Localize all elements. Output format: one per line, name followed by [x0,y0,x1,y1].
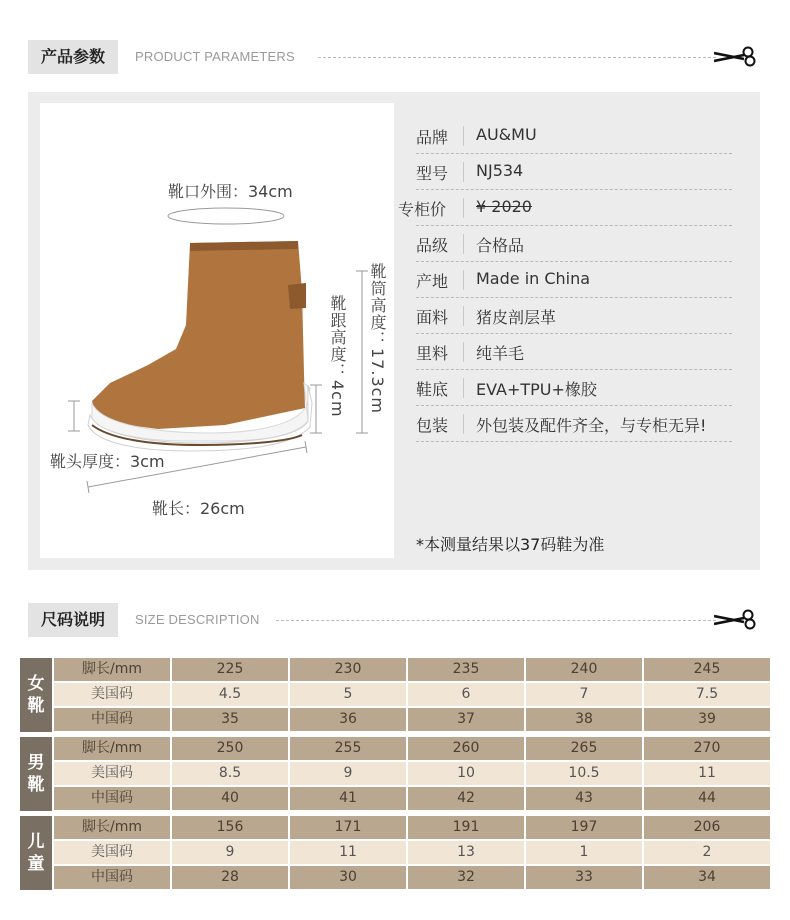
table-cell: 270 [693,740,721,756]
table-cell: 43 [526,787,644,810]
table-row [54,841,770,864]
table-cell: 11 [698,765,716,781]
row-label: 中国码 [54,708,172,731]
spec-value: EVA+TPU+橡胶 [476,380,597,399]
spec-key: 品级 [416,236,449,255]
table-cell: 10.5 [526,762,644,785]
table-cell: 6 [408,683,526,706]
spec-row-brand [416,118,732,154]
spec-separator [463,306,464,326]
spec-row-model [416,154,732,190]
group-label [20,658,52,732]
spec-row-price [398,190,732,226]
toe-thickness-label: 靴头厚度：3cm [50,452,165,471]
group-label-bottom: 靴 [27,696,45,716]
spec-value: AU&MU [476,125,537,144]
spec-value: Made in China [476,269,591,288]
heel-height-label: 靴跟高度：4cm [328,295,347,418]
table-cell: 35 [172,708,290,731]
table-cell: 37 [408,708,526,731]
row-label: 中国码 [54,787,172,810]
table-row [54,658,770,681]
group-label-bottom: 童 [27,854,45,874]
params-subtitle: PRODUCT PARAMETERS [135,49,295,64]
size-section-header [28,603,768,637]
table-row [54,816,770,839]
spec-value: 外包装及配件齐全，与专柜无异! [476,416,707,435]
table-cell: 33 [526,866,644,889]
spec-key: 产地 [416,272,449,291]
spec-value: 合格品 [476,236,525,255]
table-cell: 206 [693,819,721,835]
table-cell: 7 [526,683,644,706]
table-cell: 2 [702,844,712,860]
table-cell: 8.5 [172,762,290,785]
table-cell: 191 [408,816,526,839]
table-cell: 250 [172,737,290,760]
table-cell: 44 [698,790,716,806]
table-cell: 240 [526,658,644,681]
length-label: 靴长：26cm [152,499,245,518]
table-cell: 245 [693,661,721,677]
group-label [20,816,52,890]
spec-value: 猪皮剖层革 [476,308,557,327]
table-cell: 255 [290,737,408,760]
size-group-kids [20,816,770,890]
group-label-bottom: 靴 [27,775,45,795]
table-row [54,708,770,731]
spec-separator [463,198,464,218]
group-label-top: 儿 [27,832,45,852]
table-row [54,787,770,810]
group-label-top: 女 [27,674,45,694]
spec-row-grade [416,226,732,262]
group-label [20,737,52,811]
spec-key: 鞋底 [416,380,449,399]
table-cell: 28 [172,866,290,889]
table-row [54,737,770,760]
scissors-icon [714,609,760,631]
spec-key: 里料 [416,344,449,363]
table-cell: 36 [290,708,408,731]
params-title: 产品参数 [28,40,118,74]
spec-row-upper [416,298,732,334]
table-cell: 32 [408,866,526,889]
spec-value-price: ¥ 2020 [476,197,532,216]
table-row [54,683,770,706]
table-cell: 5 [290,683,408,706]
table-cell: 4.5 [172,683,290,706]
table-row [54,762,770,785]
params-panel [28,92,760,570]
spec-row-lining [416,334,732,370]
table-cell: 39 [698,711,716,727]
table-cell: 34 [698,869,716,885]
shaft-height-label: 靴筒高度：17.3cm [368,263,387,415]
row-label: 中国码 [54,866,172,889]
table-cell: 235 [408,658,526,681]
spec-key: 专柜价 [398,200,447,219]
spec-row-packaging [416,406,732,442]
table-cell: 9 [172,841,290,864]
spec-list [398,118,732,442]
table-cell: 7.5 [695,686,719,702]
spec-key: 面料 [416,308,449,327]
spec-separator [463,162,464,182]
table-cell: 197 [526,816,644,839]
table-cell: 225 [172,658,290,681]
row-label: 脚长/mm [54,737,172,760]
table-cell: 11 [290,841,408,864]
spec-row-sole [416,370,732,406]
table-cell: 13 [408,841,526,864]
table-cell: 30 [290,866,408,889]
table-cell: 156 [172,816,290,839]
spec-row-origin [416,262,732,298]
measurement-note: *本测量结果以37码鞋为准 [416,535,605,554]
table-cell: 230 [290,658,408,681]
spec-separator [463,378,464,398]
spec-key: 包装 [416,416,449,435]
divider-dashed [318,57,716,58]
params-section-header [28,40,768,74]
row-label: 美国码 [54,762,172,785]
table-row [54,866,770,889]
row-label: 脚长/mm [54,816,172,839]
table-cell: 9 [290,762,408,785]
table-cell: 265 [526,737,644,760]
table-cell: 40 [172,787,290,810]
table-cell: 260 [408,737,526,760]
spec-separator [463,342,464,362]
scissors-icon [714,46,760,68]
spec-separator [463,414,464,434]
table-cell: 41 [290,787,408,810]
size-group-men [20,737,770,811]
row-label: 美国码 [54,841,172,864]
boot-photo-card [40,103,394,558]
spec-key: 品牌 [416,128,449,147]
table-cell: 10 [408,762,526,785]
size-group-women [20,658,770,732]
spec-separator [463,126,464,146]
spec-value: NJ534 [476,161,524,180]
spec-separator [463,270,464,290]
table-cell: 42 [408,787,526,810]
row-label: 脚长/mm [54,658,172,681]
size-title: 尺码说明 [28,603,118,637]
group-label-top: 男 [27,753,45,773]
table-cell: 38 [526,708,644,731]
spec-value: 纯羊毛 [476,344,525,363]
row-label: 美国码 [54,683,172,706]
table-cell: 1 [526,841,644,864]
opening-label: 靴口外围：34cm [168,182,293,201]
table-cell: 171 [290,816,408,839]
spec-key: 型号 [416,164,449,183]
spec-separator [463,234,464,254]
size-subtitle: SIZE DESCRIPTION [135,612,260,627]
divider-dashed [276,620,716,621]
